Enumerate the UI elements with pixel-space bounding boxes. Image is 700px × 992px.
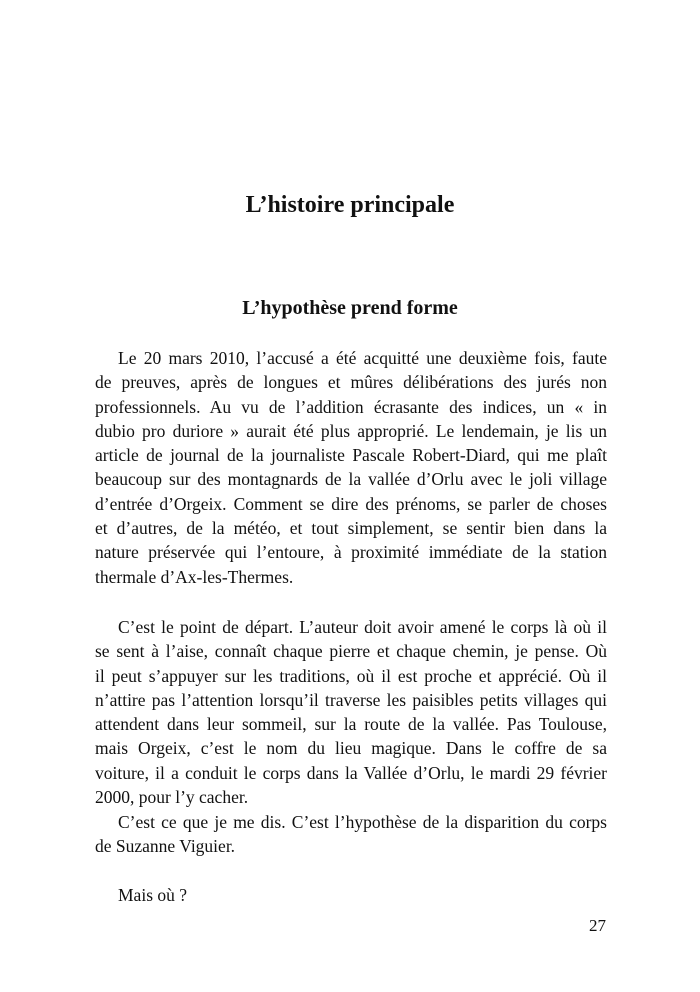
paragraph-line: dubio pro duriore » aurait été plus approprié. Le lendemain, je lis un [95, 420, 607, 441]
paragraph-line: attendent dans leur sommeil, sur la route de la vallée. Pas Toulouse, [95, 714, 607, 735]
paragraph-line: mais Orgeix, c’est le nom du lieu magique. Dans le coffre de sa [95, 738, 607, 759]
paragraph-line: il peut s’appuyer sur les traditions, où il est proche et apprécié. Où il [95, 665, 607, 686]
paragraph-line: C’est ce que je me dis. C’est l’hypothèse de la disparition du corps [118, 812, 607, 832]
page-number: 27 [589, 916, 606, 935]
paragraph-3 [95, 810, 607, 859]
paragraph-line: professionnels. Au vu de l’addition écrasante des indices, un « in [95, 396, 607, 417]
paragraph-line: Le 20 mars 2010, l’accusé a été acquitté une deuxième fois, faute [118, 348, 607, 368]
paragraph-line: de Suzanne Viguier. [95, 836, 236, 857]
paragraph-1 [95, 346, 607, 589]
paragraph-line: voiture, il a conduit le corps dans la Vallée d’Orlu, le mardi 29 février [95, 762, 607, 783]
paragraph-4 [95, 883, 607, 907]
paragraph-line: nature préservée qui l’entoure, à proximité immédiate de la station [95, 542, 607, 563]
paragraph-line: thermale d’Ax-les-Thermes. [95, 566, 294, 587]
paragraph-line: Mais où ? [118, 885, 188, 905]
paragraph-line: article de journal de la journaliste Pascale Robert-Diard, qui me plaît [95, 445, 607, 466]
paragraph-2 [95, 615, 607, 809]
paragraph-line: et d’autres, de la météo, et tout simplement, se sentir bien dans la [95, 518, 607, 539]
chapter-title: L’histoire principale [245, 192, 455, 218]
paragraph-line: n’attire pas l’attention lorsqu’il traverse les paisibles petits villages qui [95, 689, 607, 710]
paragraph-line: beaucoup sur des montagnards de la vallée d’Orlu avec le joli village [95, 469, 607, 490]
paragraph-line: 2000, pour l’y cacher. [95, 787, 249, 808]
paragraph-line: C’est le point de départ. L’auteur doit avoir amené le corps là où il [118, 617, 607, 637]
section-title: L’hypothèse prend forme [242, 297, 458, 319]
paragraph-line: de preuves, après de longues et mûres délibérations des jurés non [95, 372, 607, 393]
paragraph-line: se sent à l’aise, connaît chaque pierre et chaque chemin, je pense. Où [95, 641, 607, 662]
paragraph-line: d’entrée d’Orgeix. Comment se dire des prénoms, se parler de choses [95, 493, 607, 514]
